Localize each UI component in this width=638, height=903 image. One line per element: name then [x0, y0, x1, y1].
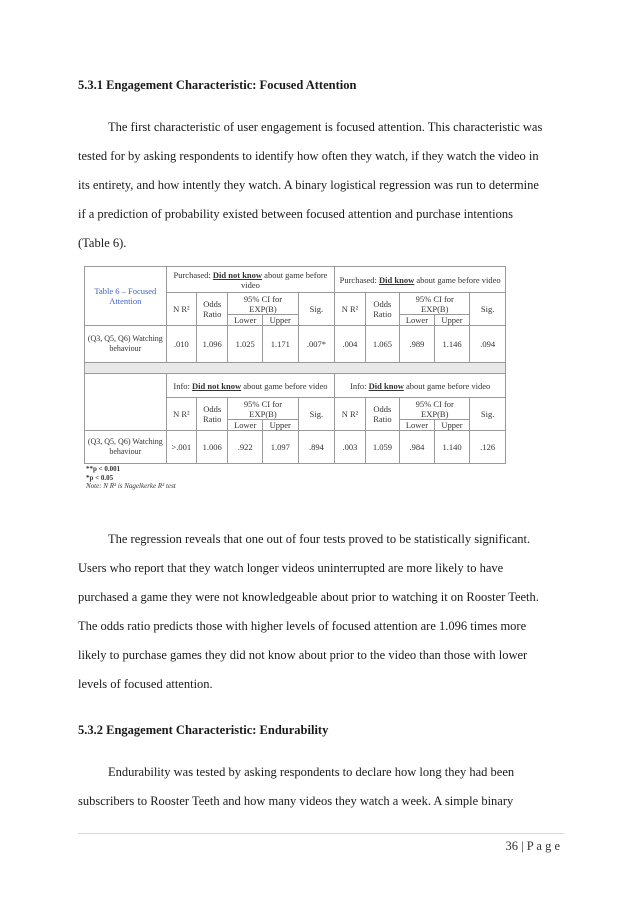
paragraph-endurability	[78, 758, 562, 816]
header-nr2: N R²	[335, 398, 365, 431]
table-row	[85, 326, 506, 363]
header-nr2: N R²	[335, 293, 365, 326]
header-sig: Sig.	[470, 398, 506, 431]
table-cell: 1.097	[262, 431, 298, 464]
text-line: its entirety, and how intently they watch. A binary logistical regression was run to determine	[78, 178, 539, 192]
header-odds-ratio: Odds Ratio	[197, 293, 228, 326]
header-ci: 95% CI for EXP(B)	[228, 398, 298, 420]
emphasis-text: Did not know	[212, 269, 263, 280]
row-label-watching-behaviour: (Q3, Q5, Q6) Watching behaviour	[85, 431, 167, 464]
table-separator-row	[85, 363, 506, 374]
text-line: levels of focused attention.	[78, 677, 213, 691]
page-footer	[506, 839, 560, 854]
text-line: Endurability was tested by asking respondents to declare how long they had been	[108, 765, 515, 779]
header-ci: 95% CI for EXP(B)	[400, 293, 470, 315]
header-sig: Sig.	[298, 398, 335, 431]
text-line: subscribers to Rooster Teeth and how many videos they watch a week. A simple binary	[78, 794, 514, 808]
header-ci: 95% CI for EXP(B)	[228, 293, 298, 315]
header-sig: Sig.	[298, 293, 335, 326]
text-line: tested for by asking respondents to identify how often they watch, if they watch the video in	[78, 149, 539, 163]
table-cell: 1.140	[434, 431, 470, 464]
note-p-05: *p < 0.05	[86, 473, 114, 482]
text-line: likely to purchase games they did not know about prior to the video than those with lower	[78, 648, 528, 662]
header-upper: Upper	[434, 420, 470, 431]
footer-divider	[78, 833, 564, 834]
header-upper: Upper	[434, 315, 470, 326]
note-nagelkerke: Note: N R² is Nagelkerke R² test	[86, 482, 176, 490]
text-line: The first characteristic of user engagement is focused attention. This characteristic was	[108, 120, 543, 134]
header-odds-ratio: Odds Ratio	[197, 398, 228, 431]
header-upper: Upper	[262, 420, 298, 431]
section-heading-endurability: 5.3.2 Engagement Characteristic: Endurability	[78, 723, 329, 737]
group-header-text: Info: Did know about game before video	[350, 380, 491, 391]
text-line: The regression reveals that one out of four tests proved to be statistically significant.	[108, 532, 531, 546]
row-label-watching-behaviour: (Q3, Q5, Q6) Watching behaviour	[85, 326, 167, 363]
paragraph-focused-attention-intro	[78, 113, 562, 258]
section-heading-focused-attention: 5.3.1 Engagement Characteristic: Focused Attention	[78, 78, 357, 92]
text-line: The odds ratio predicts those with higher levels of focused attention are 1.096 times more	[78, 619, 527, 633]
table-cell: .126	[470, 431, 506, 464]
table-cell: >.001	[166, 431, 196, 464]
header-nr2: N R²	[166, 293, 196, 326]
header-nr2: N R²	[166, 398, 196, 431]
separator-cell	[85, 363, 506, 374]
table-notes	[84, 465, 506, 491]
group-header-text: Info: Did not know about game before video	[173, 380, 328, 391]
table-cell: .007*	[298, 326, 335, 363]
paragraph-regression-results	[78, 525, 562, 699]
header-odds-ratio: Odds Ratio	[365, 398, 400, 431]
group-header-info-did-not-know	[166, 374, 335, 398]
header-odds-ratio: Odds Ratio	[365, 293, 400, 326]
header-lower: Lower	[228, 420, 263, 431]
table-cell: .010	[166, 326, 196, 363]
table-cell: .989	[400, 326, 435, 363]
group-header-text: Purchased: Did not know about game before video	[173, 269, 328, 290]
blank-cell	[85, 374, 167, 431]
page-number: 36	[505, 839, 519, 853]
page-separator: |	[521, 839, 524, 853]
header-lower: Lower	[400, 315, 435, 326]
table-cell: .003	[335, 431, 365, 464]
header-lower: Lower	[400, 420, 435, 431]
header-sig: Sig.	[470, 293, 506, 326]
header-upper: Upper	[262, 315, 298, 326]
group-header-text: Purchased: Did know about game before video	[339, 274, 501, 285]
note-p-001: **p < 0.001	[86, 465, 121, 473]
table-cell: 1.065	[365, 326, 400, 363]
group-header-purchased-did-know	[335, 267, 506, 293]
header-ci: 95% CI for EXP(B)	[400, 398, 470, 420]
table-caption: Table 6 – Focused Attention	[85, 267, 167, 326]
table-cell: .922	[228, 431, 263, 464]
table-cell: .094	[470, 326, 506, 363]
table-cell: .984	[400, 431, 435, 464]
emphasis-text: Did know	[368, 380, 404, 391]
table-cell: 1.171	[262, 326, 298, 363]
table-cell: 1.146	[434, 326, 470, 363]
text-line: if a prediction of probability existed between focused attention and purchase intentions	[78, 207, 513, 221]
table-cell: 1.096	[197, 326, 228, 363]
text-line: purchased a game they were not knowledgeable about prior to watching it on Rooster Teeth.	[78, 590, 539, 604]
emphasis-text: Did know	[379, 274, 415, 285]
header-lower: Lower	[228, 315, 263, 326]
group-header-purchased-did-not-know	[166, 267, 335, 293]
table-6-figure	[84, 266, 506, 491]
table-cell: 1.006	[197, 431, 228, 464]
table-cell: 1.059	[365, 431, 400, 464]
text-line: (Table 6).	[78, 236, 127, 250]
text-line: Users who report that they watch longer videos uninterrupted are more likely to have	[78, 561, 504, 575]
page-label: P a g e	[526, 839, 560, 853]
table-cell: .894	[298, 431, 335, 464]
group-header-info-did-know	[335, 374, 506, 398]
regression-table	[84, 266, 506, 464]
table-row	[85, 431, 506, 464]
table-cell: .004	[335, 326, 365, 363]
table-cell: 1.025	[228, 326, 263, 363]
emphasis-text: Did not know	[192, 380, 242, 391]
